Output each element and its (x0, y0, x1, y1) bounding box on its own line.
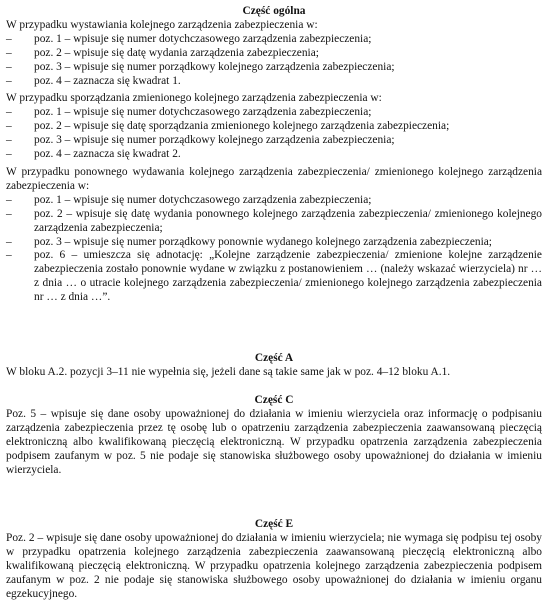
group-2-intro: W przypadku sporządzania zmienionego kolejnego zarządzenia zabezpieczenia w: (6, 92, 382, 105)
group-1-list (0, 33, 548, 89)
list-item (6, 194, 542, 208)
section-c-title: Część C (254, 394, 294, 406)
list-item-text: poz. 2 – wpisuje się datę sporządzania zmienionego kolejnego zarządzenia zabezpieczenia; (34, 120, 450, 133)
section-a (0, 352, 548, 380)
list-item (6, 236, 542, 250)
list-item-text: poz. 3 – wpisuje się numer porządkowy ponownie wydanego kolejnego zarządzenia zabezpieczenia; (34, 235, 492, 248)
dash-mark: – (6, 193, 12, 206)
section-e (0, 518, 548, 601)
section-general (0, 5, 548, 307)
list-item (6, 47, 548, 61)
dash-mark: – (6, 106, 12, 119)
dash-mark: – (6, 46, 12, 59)
dash-mark: – (6, 32, 12, 45)
list-item (6, 148, 548, 162)
group-3-list (0, 194, 542, 305)
dash-mark: – (6, 134, 12, 147)
list-item-text: poz. 4 – zaznacza się kwadrat 2. (34, 148, 181, 161)
list-item-text: poz. 6 – umieszcza się adnotację: „Kolejne zarządzenie zabezpieczenia/ zmienione kolejne zarządzenie zabezpieczenia zostało ponownie wydane w związku z postanowieniem … (należy wskazać wierzyciela) nr … z dnia … o utracie kolejnego zarządzenia zabezpieczenia/ zmienionego kolejnego zarządzenia zabezpieczenia nr … z dnia …”. (34, 249, 542, 304)
list-item-text: poz. 2 – wpisuje się datę wydania zarządzenia zabezpieczenia; (34, 46, 319, 59)
group-2-list (0, 106, 548, 162)
dash-mark: – (6, 120, 12, 133)
list-item-text: poz. 1 – wpisuje się numer dotychczasowego zarządzenia zabezpieczenia; (34, 106, 372, 119)
list-item (6, 75, 548, 89)
list-item (6, 61, 548, 75)
dash-mark: – (6, 207, 12, 220)
list-item (6, 208, 542, 236)
list-item-text: poz. 1 – wpisuje się numer dotychczasowego zarządzenia zabezpieczenia; (34, 32, 372, 45)
section-e-title: Część E (254, 518, 294, 530)
section-a-text: W bloku A.2. pozycji 3–11 nie wypełnia się, jeżeli dane są takie same jak w poz. 4–12 bloku A.1. (6, 365, 451, 378)
dash-mark: – (6, 249, 12, 262)
group-3-intro: W przypadku ponownego wydawania kolejnego zarządzenia zabezpieczenia/ zmienionego kolejnego zarządzenia zabezpieczenia w: (6, 165, 542, 192)
group-1 (0, 19, 548, 89)
list-item (6, 120, 548, 134)
group-1-intro: W przypadku wystawiania kolejnego zarządzenia zabezpieczenia w: (6, 18, 318, 31)
group-2 (0, 92, 548, 162)
list-item (6, 106, 548, 120)
section-e-text: Poz. 2 – wpisuje się dane osoby upoważnionej do działania w imieniu wierzyciela; nie wymaga się podpisu tej osoby w przypadku opatrzenia kolejnego zarządzenia zabezpieczenia zaawansowaną pieczęcią elektroniczną albo kwalifikowaną pieczęcią elektroniczną. W przypadku opatrzenia kolejnego zarządzenia zabezpieczenia podpisem zaufanym w poz. 2 nie podaje się stanowiska służbowego osoby upoważnionej do działania w imieniu organu egzekucyjnego. (6, 531, 542, 600)
section-c-text: Poz. 5 – wpisuje się dane osoby upoważnionej do działania w imieniu wierzyciela oraz informację o podpisaniu zarządzenia zabezpieczenia przez tę osobę lub o opatrzeniu zarządzenia zabezpieczenia zaawansowaną pieczęcią elektroniczną albo kwalifikowaną pieczęcią elektroniczną. W przypadku opatrzenia zarządzenia zabezpieczenia podpisem zaufanym w poz. 5 nie podaje się stanowiska służbowego osoby upoważnionej do działania w imieniu wierzyciela. (6, 407, 542, 476)
list-item-text: poz. 2 – wpisuje się datę wydania ponownego kolejnego zarządzenia zabezpieczenia/ zmienionego kolejnego zarządzenia zabezpieczenia; (34, 207, 542, 234)
dash-mark: – (6, 74, 12, 87)
dash-mark: – (6, 60, 12, 73)
list-item (6, 33, 548, 47)
group-3 (0, 166, 548, 305)
list-item-text: poz. 1 – wpisuje się numer dotychczasowego zarządzenia zabezpieczenia; (34, 193, 372, 206)
dash-mark: – (6, 235, 12, 248)
list-item-text: poz. 3 – wpisuje się numer porządkowy kolejnego zarządzenia zabezpieczenia; (34, 134, 395, 147)
section-general-title: Część ogólna (242, 5, 306, 17)
dash-mark: – (6, 148, 12, 161)
section-a-title: Część A (254, 352, 294, 364)
section-c (0, 394, 548, 477)
list-item-text: poz. 3 – wpisuje się numer porządkowy kolejnego zarządzenia zabezpieczenia; (34, 60, 395, 73)
list-item-text: poz. 4 – zaznacza się kwadrat 1. (34, 74, 181, 87)
list-item (6, 134, 548, 148)
list-item (6, 249, 542, 305)
